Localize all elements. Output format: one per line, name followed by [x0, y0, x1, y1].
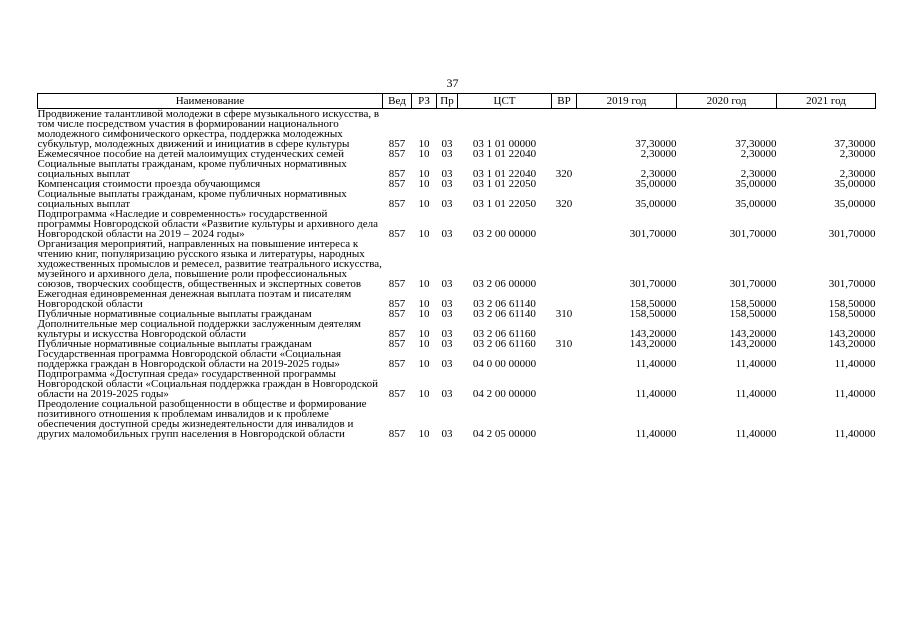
table-row	[38, 109, 876, 150]
cell-ved: 857	[388, 328, 406, 340]
cell-y2019: 37,30000	[635, 138, 677, 150]
cell-rz: 10	[418, 328, 430, 340]
cell-ved: 857	[388, 428, 406, 440]
cell-rz: 10	[418, 338, 430, 350]
cell-vr	[552, 289, 577, 309]
cell-pr: 03	[441, 298, 453, 310]
cell-vr	[552, 149, 577, 159]
cell-cst: 04 2 05 00000	[472, 428, 537, 440]
cell-cst: 03 2 06 61140	[473, 308, 536, 320]
cell-y2020: 2,30000	[740, 168, 777, 180]
cell-name: Публичные нормативные социальные выплаты гражданам	[37, 338, 312, 350]
cell-vr	[552, 239, 577, 289]
cell-pr: 03	[441, 308, 453, 320]
cell-rz: 10	[418, 308, 430, 320]
cell-ved: 857	[388, 338, 406, 350]
cell-vr	[552, 349, 577, 369]
cell-y2020: 35,00000	[735, 178, 777, 190]
cell-rz: 10	[418, 228, 430, 240]
cell-cst: 04 0 00 00000	[472, 358, 537, 370]
cell-y2019: 35,00000	[635, 178, 677, 190]
cell-ved: 857	[388, 138, 406, 150]
table-row	[38, 159, 876, 179]
cell-vr	[552, 319, 577, 339]
cell-rz: 10	[418, 198, 430, 210]
cell-pr: 03	[441, 388, 453, 400]
cell-y2019: 2,30000	[640, 168, 677, 180]
cell-pr: 03	[441, 198, 453, 210]
table-row	[38, 369, 876, 399]
table-row	[38, 289, 876, 309]
cell-y2019: 11,40000	[635, 428, 677, 440]
cell-cst: 03 2 06 61140	[473, 298, 536, 310]
cell-vr: 320	[555, 168, 573, 180]
table-row	[38, 239, 876, 289]
cell-y2020: 35,00000	[735, 198, 777, 210]
cell-name: Ежемесячное пособие на детей малоимущих студенческих семей	[37, 148, 344, 160]
header-2019: 2019 год	[577, 94, 677, 109]
cell-ved: 857	[388, 388, 406, 400]
cell-rz: 10	[418, 428, 430, 440]
table-row	[38, 209, 876, 239]
cell-cst: 03 2 06 00000	[472, 278, 537, 290]
cell-y2019: 301,70000	[629, 278, 677, 290]
cell-pr: 03	[441, 178, 453, 190]
cell-y2021: 2,30000	[839, 148, 876, 160]
cell-vr: 310	[555, 338, 573, 350]
cell-ved: 857	[388, 168, 406, 180]
header-ved: Вед	[383, 94, 412, 109]
cell-name: Организация мероприятий, направленных на повышение интереса к чтению книг, популяризацию русского языка и литературы, народных художественных промыслов и ремесел, развитие театрального искусства, музейного и архивного дела, повышение роли профессиональных союзов, творческих сообществ, общественных и экспертных советов	[37, 238, 382, 290]
cell-pr: 03	[441, 278, 453, 290]
cell-ved: 857	[388, 308, 406, 320]
cell-vr: 310	[555, 308, 573, 320]
table-row	[38, 349, 876, 369]
header-2021: 2021 год	[777, 94, 876, 109]
cell-y2019: 11,40000	[635, 388, 677, 400]
cell-pr: 03	[441, 228, 453, 240]
cell-y2021: 2,30000	[839, 168, 876, 180]
cell-y2020: 37,30000	[735, 138, 777, 150]
cell-vr: 320	[555, 198, 573, 210]
cell-rz: 10	[418, 298, 430, 310]
cell-y2021: 143,20000	[828, 338, 876, 350]
cell-pr: 03	[441, 168, 453, 180]
cell-name: Продвижение талантливой молодежи в сфере музыкального искусства, в том числе посредством участия в формировании национального молодежного симфонического оркестра, поддержка молодежных субкультур, молодежных движений и инициатив в сфере культуры	[37, 108, 380, 150]
cell-ved: 857	[388, 358, 406, 370]
cell-name: Подпрограмма «Доступная среда» государственной программы Новгородской области «Социальная поддержка граждан в Новгородской области на 2019-2025 годы»	[37, 368, 378, 400]
cell-name: Преодоление социальной разобщенности в обществе и формирование позитивного отношения к проблемам инвалидов и к проблеме обеспечения доступной среды жизнедеятельности для инвалидов и других маломобильных групп населения в Новгородской области	[37, 398, 367, 440]
cell-ved: 857	[388, 278, 406, 290]
cell-ved: 857	[388, 298, 406, 310]
cell-cst: 03 1 01 22050	[472, 198, 537, 210]
cell-y2021: 158,50000	[828, 308, 876, 320]
cell-y2020: 11,40000	[735, 428, 777, 440]
cell-y2021: 11,40000	[834, 358, 876, 370]
table-row	[38, 399, 876, 439]
cell-name: Ежегодная единовременная денежная выплата поэтам и писателям Новгородской области	[37, 288, 352, 310]
cell-y2019: 158,50000	[629, 308, 677, 320]
cell-cst: 03 1 01 22050	[472, 178, 537, 190]
cell-rz: 10	[418, 388, 430, 400]
cell-y2020: 158,50000	[729, 298, 777, 310]
cell-name: Компенсация стоимости проезда обучающимся	[37, 178, 261, 190]
cell-vr	[552, 179, 577, 189]
cell-vr	[552, 209, 577, 239]
cell-pr: 03	[441, 328, 453, 340]
cell-y2020: 301,70000	[729, 278, 777, 290]
cell-rz: 10	[418, 278, 430, 290]
cell-y2021: 158,50000	[828, 298, 876, 310]
cell-y2021: 37,30000	[834, 138, 876, 150]
header-rz: РЗ	[412, 94, 437, 109]
header-2020: 2020 год	[677, 94, 777, 109]
cell-y2020: 11,40000	[735, 388, 777, 400]
cell-y2021: 35,00000	[834, 178, 876, 190]
cell-y2019: 2,30000	[640, 148, 677, 160]
cell-ved: 857	[388, 148, 406, 160]
cell-y2020: 301,70000	[729, 228, 777, 240]
cell-pr: 03	[441, 138, 453, 150]
cell-y2020: 143,20000	[729, 328, 777, 340]
cell-y2021: 11,40000	[834, 388, 876, 400]
cell-y2020: 2,30000	[740, 148, 777, 160]
cell-vr	[552, 109, 577, 150]
cell-name: Социальные выплаты гражданам, кроме публичных нормативных социальных выплат	[37, 158, 347, 180]
cell-cst: 03 1 01 22040	[472, 148, 537, 160]
cell-cst: 03 2 06 61160	[473, 328, 536, 340]
cell-pr: 03	[441, 148, 453, 160]
table-header-row	[38, 94, 876, 109]
cell-cst: 03 2 06 61160	[473, 338, 536, 350]
header-vr: ВР	[552, 94, 577, 109]
cell-ved: 857	[388, 198, 406, 210]
cell-y2019: 11,40000	[635, 358, 677, 370]
cell-rz: 10	[418, 178, 430, 190]
cell-y2021: 301,70000	[828, 228, 876, 240]
cell-y2020: 143,20000	[729, 338, 777, 350]
cell-y2019: 158,50000	[629, 298, 677, 310]
cell-y2021: 301,70000	[828, 278, 876, 290]
cell-y2019: 143,20000	[629, 338, 677, 350]
cell-ved: 857	[388, 178, 406, 190]
cell-name: Дополнительные мер социальной поддержки заслуженным деятелям культуры и искусства Новгородской области	[37, 318, 362, 340]
cell-pr: 03	[441, 428, 453, 440]
cell-y2021: 143,20000	[828, 328, 876, 340]
cell-name: Публичные нормативные социальные выплаты гражданам	[37, 308, 312, 320]
cell-y2019: 301,70000	[629, 228, 677, 240]
cell-rz: 10	[418, 168, 430, 180]
cell-cst: 03 2 00 00000	[472, 228, 537, 240]
cell-vr	[552, 399, 577, 439]
header-pr: Пр	[437, 94, 458, 109]
cell-name: Подпрограмма «Наследие и современность» государственной программы Новгородской области «Развитие культуры и архивного дела Новгородской области на 2019 – 2024 годы»	[37, 208, 378, 240]
page-number: 37	[446, 76, 459, 90]
cell-rz: 10	[418, 358, 430, 370]
cell-ved: 857	[388, 228, 406, 240]
table-row	[38, 319, 876, 339]
header-name: Наименование	[38, 94, 383, 109]
header-cst: ЦСТ	[458, 94, 552, 109]
cell-cst: 03 1 01 00000	[472, 138, 537, 150]
cell-pr: 03	[441, 338, 453, 350]
cell-y2019: 143,20000	[629, 328, 677, 340]
budget-table	[37, 93, 876, 439]
cell-y2019: 35,00000	[635, 198, 677, 210]
cell-rz: 10	[418, 138, 430, 150]
cell-y2020: 158,50000	[729, 308, 777, 320]
cell-cst: 03 1 01 22040	[472, 168, 537, 180]
cell-name: Социальные выплаты гражданам, кроме публичных нормативных социальных выплат	[37, 188, 347, 210]
cell-y2020: 11,40000	[735, 358, 777, 370]
cell-pr: 03	[441, 358, 453, 370]
cell-y2021: 35,00000	[834, 198, 876, 210]
table-row	[38, 189, 876, 209]
cell-rz: 10	[418, 148, 430, 160]
cell-name: Государственная программа Новгородской области «Социальная поддержка граждан в Новгородской области на 2019-2025 годы»	[37, 348, 342, 370]
cell-cst: 04 2 00 00000	[472, 388, 537, 400]
cell-vr	[552, 369, 577, 399]
cell-y2021: 11,40000	[834, 428, 876, 440]
